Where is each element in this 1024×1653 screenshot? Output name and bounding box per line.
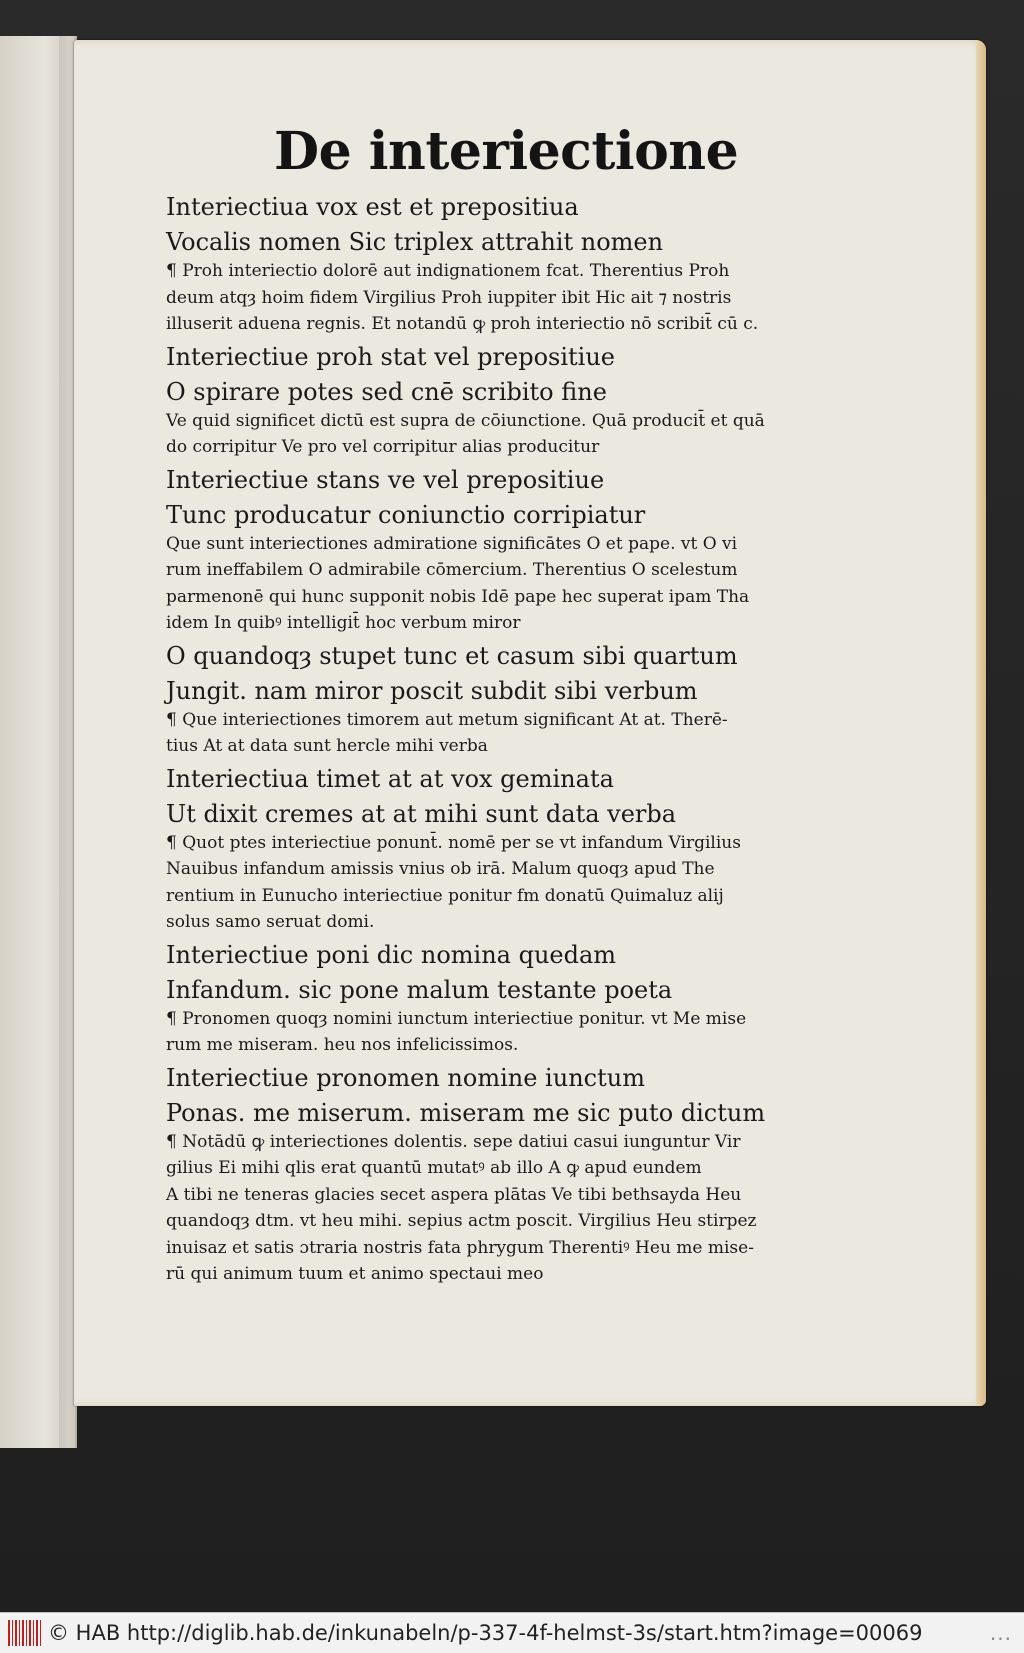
- verse-line: Jungit. nam miror poscit subdit sibi verbum: [166, 676, 698, 705]
- page-edge: [976, 40, 986, 1406]
- gloss-line: ¶ Notādū ꝙ interiectiones dolentis. sepe datiui casui iunguntur Vir: [166, 1131, 741, 1152]
- verse-line: Vocalis nomen Sic triplex attrahit nomen: [166, 228, 664, 256]
- footer-caption[interactable]: © HAB http://diglib.hab.de/inkunabeln/p-337-4f-helmst-3s/start.htm?image=00069: [48, 1621, 923, 1645]
- gloss-line: Que sunt interiectiones admiratione significātes O et pape. vt O vi: [166, 533, 738, 554]
- more-icon[interactable]: ...: [989, 1621, 1012, 1645]
- gloss-line: rum ineffabilem O admirabile cōmercium. Therentius O scelestum: [166, 560, 738, 580]
- page-heading: De interiectione: [274, 121, 739, 182]
- text-block: [166, 190, 896, 1290]
- gloss-line: rum me miseram. heu nos infelicissimos.: [166, 1035, 519, 1055]
- verse-line: Tunc producatur coniunctio corripiatur: [166, 500, 646, 529]
- verse-line: Interiectiua timet at at vox geminata: [166, 764, 614, 793]
- verse-line: Interiectiua vox est et prepositiua: [166, 193, 579, 221]
- gloss-line: idem In quibꝰ intelligit̄ hoc verbum miror: [166, 613, 521, 633]
- gloss-line: inuisaz et satis ɔtraria nostris fata phrygum Therentiꝰ Heu me mise-: [166, 1237, 754, 1258]
- gloss-line: tius At at data sunt hercle mihi verba: [166, 736, 488, 756]
- gloss-line: rū qui animum tuum et animo spectaui meo: [166, 1264, 544, 1284]
- verse-line: Infandum. sic pone malum testante poeta: [166, 975, 673, 1004]
- gloss-line: gilius Ei mihi qlis erat quantū mutatꝰ ab illo A ꝙ apud eundem: [166, 1158, 702, 1178]
- gloss-line: parmenonē qui hunc supponit nobis Idē pape hec superat ipam Tha: [166, 586, 750, 607]
- gloss-line: ¶ Que interiectiones timorem aut metum significant At at. Therē-: [166, 709, 728, 730]
- verse-line: Interiectiue proh stat vel prepositiue: [166, 342, 615, 371]
- book-page: [74, 40, 986, 1406]
- gloss-line: solus samo seruat domi.: [166, 912, 375, 932]
- gloss-line: A tibi ne teneras glacies secet aspera plātas Ve tibi bethsayda Heu: [166, 1184, 742, 1205]
- footer-bar: [0, 1612, 1024, 1653]
- gloss-line: Nauibus infandum amissis vnius ob irā. Malum quoqȝ apud The: [166, 859, 715, 879]
- verse-line: Interiectiue stans ve vel prepositiue: [166, 465, 605, 494]
- gloss-line: ¶ Proh interiectio dolorē aut indignationem fcat. Therentius Proh: [166, 261, 730, 281]
- gloss-line: illuserit aduena regnis. Et notandū ꝙ proh interiectio nō scribit̄ cū c.: [166, 314, 759, 334]
- verse-line: Interiectiue pronomen nomine iunctum: [166, 1063, 645, 1092]
- gloss-line: Ve quid significet dictū est supra de cōiunctione. Quā producit̄ et quā: [166, 410, 765, 431]
- gloss-line: rentium in Eunucho interiectiue ponitur fm donatū Quimaluz alij: [166, 885, 724, 906]
- gloss-line: quandoqȝ dtm. vt heu mihi. sepius actm poscit. Virgilius Heu stirpez: [166, 1211, 757, 1231]
- hab-logo-icon: [8, 1620, 42, 1646]
- gloss-line: ¶ Pronomen quoqȝ nomini iunctum interiectiue ponitur. vt Me mise: [166, 1008, 747, 1029]
- verse-line: Ponas. me miserum. miseram me sic puto dictum: [166, 1098, 766, 1127]
- gloss-line: deum atqȝ hoim fidem Virgilius Proh iuppiter ibit Hic ait ⁊ nostris: [166, 287, 732, 308]
- facing-page-edge: [0, 36, 77, 1448]
- verse-line: O quandoqȝ stupet tunc et casum sibi quartum: [166, 641, 738, 670]
- gloss-line: ¶ Quot ptes interiectiue ponunt̄. nomē per se vt infandum Virgilius: [166, 832, 741, 853]
- verse-line: O spirare potes sed cnē scribito fine: [166, 377, 607, 406]
- verse-line: Ut dixit cremes at at mihi sunt data verba: [166, 799, 677, 828]
- verse-line: Interiectiue poni dic nomina quedam: [166, 940, 617, 969]
- gloss-line: do corripitur Ve pro vel corripitur alias producitur: [166, 437, 600, 457]
